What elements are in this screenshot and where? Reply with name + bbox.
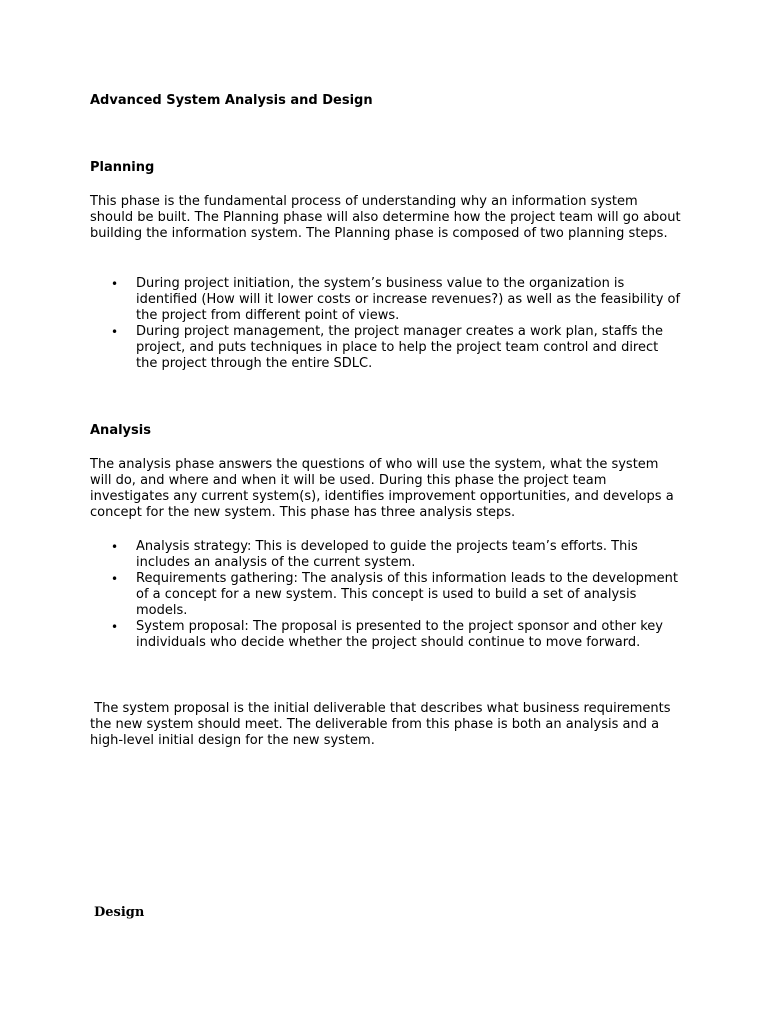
list-item-text: Analysis strategy: This is developed to guide the projects team’s efforts. This includes an analysis of the current system. [136,539,638,570]
list-item-text: During project initiation, the system’s business value to the organization is identified (How will it lower costs or increase revenues?) as well as the feasibility of the project from different point of views. [136,276,681,323]
list-item [90,571,682,619]
bullet-list-analysis [90,539,682,651]
heading-design: Design [94,905,145,920]
bullet-icon: • [111,277,119,291]
list-item [90,324,682,372]
heading-analysis: Analysis [90,423,151,438]
bullet-icon: • [111,325,119,339]
list-item [90,619,682,651]
bullet-icon: • [111,540,119,554]
heading-planning: Planning [90,160,155,175]
paragraph-system-proposal: The system proposal is the initial deliverable that describes what business requirements the new system should meet. The deliverable from this phase is both an analysis and a high-level initial design for the new system. [90,701,675,748]
list-item [90,539,682,571]
list-item-text: Requirements gathering: The analysis of this information leads to the development of a concept for a new system. This concept is used to build a set of analysis models. [136,571,678,618]
bullet-icon: • [111,572,119,586]
paragraph-analysis: The analysis phase answers the questions of who will use the system, what the system will do, and where and when it will be used. During this phase the project team investigates any current system(s), identifies improvement opportunities, and develops a concept for the new system. This phase has three analysis steps. [90,457,674,520]
document-title: Advanced System Analysis and Design [90,93,373,108]
list-item [90,276,682,324]
list-item-text: System proposal: The proposal is presented to the project sponsor and other key individuals who decide whether the project should continue to move forward. [136,619,663,650]
list-item-text: During project management, the project manager creates a work plan, staffs the project, and puts techniques in place to help the project team control and direct the project through the entire SDLC. [136,324,663,371]
paragraph-planning: This phase is the fundamental process of understanding why an information system should be built. The Planning phase will also determine how the project team will go about building the information system. The Planning phase is composed of two planning steps. [90,194,681,241]
bullet-icon: • [111,620,119,634]
bullet-list-planning [90,276,682,372]
